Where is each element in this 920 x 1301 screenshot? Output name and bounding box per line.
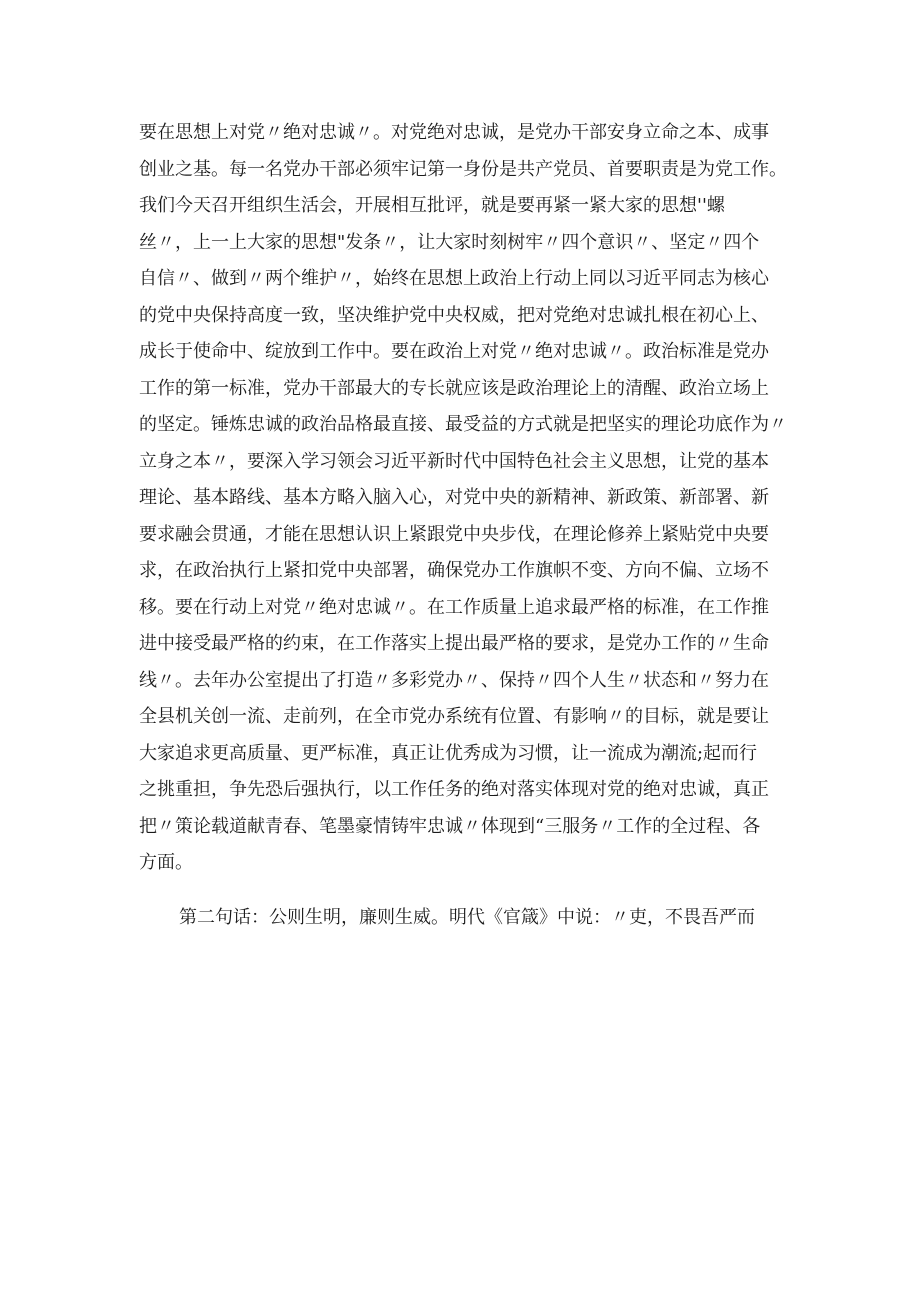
text-line: 全县机关创一流、走前列，在全市党办系统有位置、有影响〃的目标，就是要让	[139, 706, 769, 727]
text-line: 求，在政治执行上紧扣党中央部署，确保党办工作旗帜不变、方向不偏、立场不	[139, 560, 769, 581]
text-line: 移。要在行动上对党〃绝对忠诚〃。在工作质量上追求最严格的标准，在工作推	[139, 596, 769, 618]
text-line: 丝〃，上一上大家的思想"发条〃，让大家时刻树牢〃四个意识〃、坚定〃四个	[139, 231, 760, 253]
text-line: 把〃策论载道献青春、笔墨豪情铸牢忠诚〃体现到“三服务〃工作的全过程、各	[139, 815, 761, 837]
text-line: 进中接受最严格的约束，在工作落实上提出最严格的要求，是党办工作的〃生命	[139, 633, 769, 654]
text-line: 的坚定。锤炼忠诚的政治品格最直接、最受益的方式就是把坚实的理论功底作为〃	[139, 414, 787, 435]
text-line: 创业之基。每一名党办干部必须牢记第一身份是共产党员、首要职责是为党工作。	[139, 158, 787, 180]
text-line: 要在思想上对党〃绝对忠诚〃。对党绝对忠诚，是党办干部安身立命之本、成事	[139, 122, 769, 143]
paragraph-1	[139, 115, 789, 882]
text-line: 要求融会贯通，才能在思想认识上紧跟党中央步伐，在理论修养上紧贴党中央要	[139, 523, 769, 545]
document-body	[139, 115, 789, 936]
text-line: 我们今天召开组织生活会，开展相互批评，就是要再紧一紧大家的思想''螺	[139, 195, 725, 216]
paragraph-2	[139, 900, 789, 937]
text-line: 工作的第一标准，党办干部最大的专长就应该是政治理论上的清醒、政治立场上	[139, 377, 769, 399]
text-line: 第二句话：公则生明，廉则生威。明代《官箴》中说：〃吏，不畏吾严而	[179, 906, 755, 928]
text-line: 大家追求更高质量、更严标准，真正让优秀成为习惯，让一流成为潮流;起而行	[139, 742, 758, 764]
text-line: 自信〃、做到〃两个维护〃，始终在思想上政治上行动上同以习近平同志为核心	[139, 268, 769, 289]
text-line: 方面。	[139, 852, 193, 873]
text-line: 理论、基本路线、基本方略入脑入心，对党中央的新精神、新政策、新部署、新	[139, 487, 769, 508]
text-line: 的党中央保持高度一致，坚决维护党中央权威，把对党绝对忠诚扎根在初心上、	[139, 304, 769, 326]
text-line: 成长于使命中、绽放到工作中。要在政治上对党〃绝对忠诚〃。政治标准是党办	[139, 341, 769, 362]
text-line: 之挑重担，争先恐后强执行，以工作任务的绝对落实体现对党的绝对忠诚，真正	[139, 779, 769, 800]
text-line: 立身之本〃，要深入学习领会习近平新时代中国特色社会主义思想，让党的基本	[139, 450, 769, 472]
text-line: 线〃。去年办公室提出了打造〃多彩党办〃、保持〃四个人生〃状态和〃努力在	[139, 669, 769, 691]
paragraph-spacer	[139, 882, 789, 900]
